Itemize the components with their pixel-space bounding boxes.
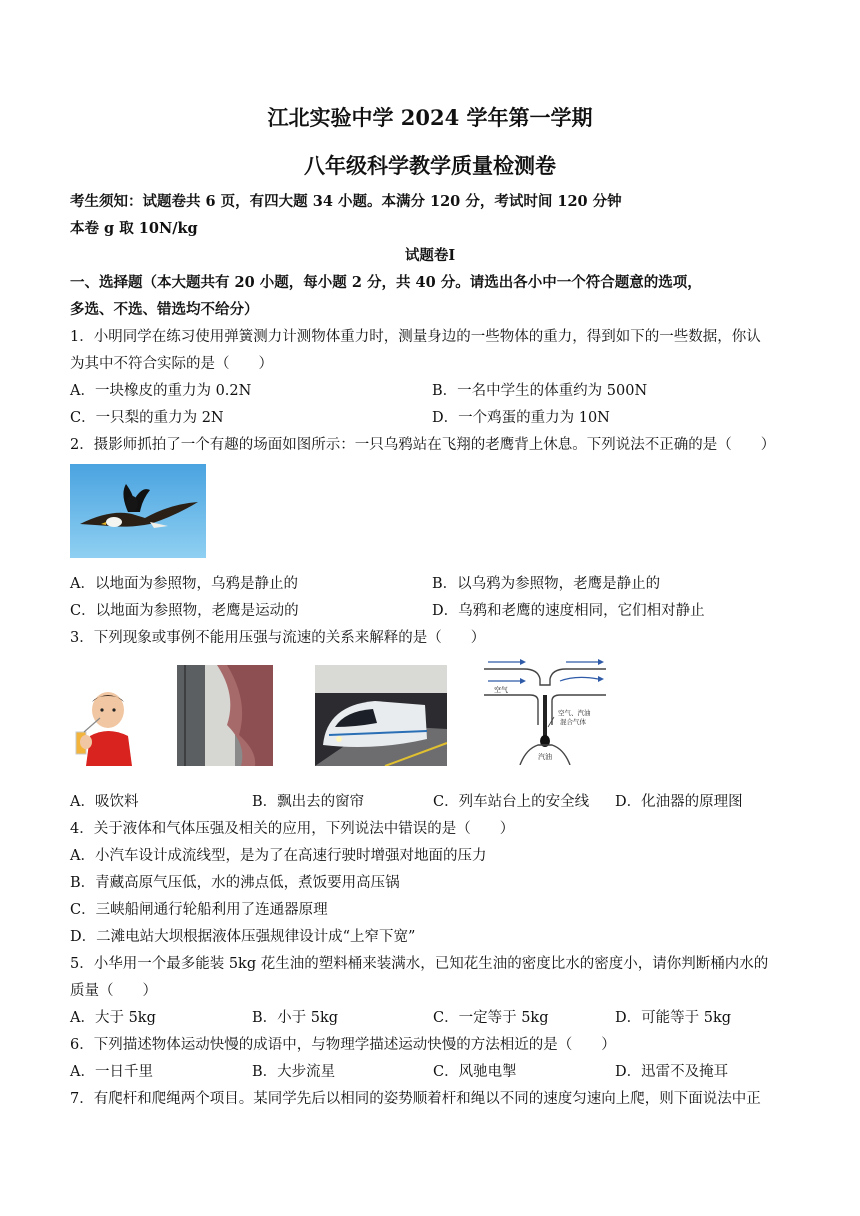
q6-option-c: C．风驰电掣 (433, 1064, 517, 1080)
exam-title: 江北实验中学 2024 学年第一学期 (267, 105, 593, 130)
q2-option-b: B．以乌鸦为参照物，老鹰是静止的 (432, 576, 661, 592)
q5-option-b: B．小于 5kg (252, 1010, 339, 1026)
q4-option-a: A．小汽车设计成流线型，是为了在高速行驶时增强对地面的压力 (70, 848, 487, 864)
train-station-photo (315, 665, 447, 766)
q5-option-c: C．一定等于 5kg (433, 1010, 549, 1026)
q1-stem: 1．小明同学在练习使用弹簧测力计测物体重力时，测量身边的一些物体的重力，得到如下的一些数据，你认 (70, 329, 761, 345)
q6-option-d: D．迅雷不及掩耳 (615, 1064, 729, 1080)
q4-option-c: C．三峡船闸通行轮船利用了连通器原理 (70, 902, 328, 918)
q1-option-a: A．一块橡皮的重力为 0.2N (70, 383, 252, 399)
q5-stem: 5．小华用一个最多能装 5kg 花生油的塑料桶来装满水，已知花生油的密度比水的密度小，请你判断桶内水的 (70, 956, 769, 972)
q3-option-d: D．化油器的原理图 (615, 794, 743, 810)
exam-notice: 考生须知：试题卷共 6 页，有四大题 34 小题。本满分 120 分，考试时间 120 分钟 (70, 193, 622, 210)
q2-option-c: C．以地面为参照物，老鹰是运动的 (70, 603, 299, 619)
q4-option-d: D．二滩电站大坝根据液体压强规律设计成“上窄下宽” (70, 929, 416, 945)
g-note: 本卷 g 取 10N/kg (70, 220, 198, 237)
q3-option-a: A．吸饮料 (70, 794, 139, 810)
diagram-label-gasoline: 汽油 (538, 753, 552, 761)
diagram-label-mix-cont: 混合气体 (560, 718, 586, 726)
q1-option-c: C．一只梨的重力为 2N (70, 410, 224, 426)
q3-stem: 3．下列现象或事例不能用压强与流速的关系来解释的是（ ） (70, 630, 486, 646)
diagram-label-air: 空气 (494, 686, 508, 694)
exam-subtitle: 八年级科学教学质量检测卷 (304, 153, 556, 178)
part1-heading-cont: 多选、不选、错选均不给分） (70, 301, 259, 318)
part1-heading: 一、选择题（本大题共有 20 小题，每小题 2 分，共 40 分。请选出各小中一个符合题意的选项， (70, 274, 702, 291)
q6-stem: 6．下列描述物体运动快慢的成语中，与物理学描述运动快慢的方法相近的是（ ） (70, 1037, 616, 1053)
q4-stem: 4．关于液体和气体压强及相关的应用，下列说法中错误的是（ ） (70, 821, 515, 837)
q1-option-d: D．一个鸡蛋的重力为 10N (432, 410, 610, 426)
curtain-photo (177, 665, 273, 766)
q1-option-b: B．一名中学生的体重约为 500N (432, 383, 648, 399)
section-title: 试题卷Ⅰ (404, 247, 456, 264)
q5-stem-cont: 质量（ ） (70, 983, 157, 999)
carburetor-diagram (480, 655, 610, 765)
eagle-crow-photo (70, 464, 206, 558)
q2-option-d: D．乌鸦和老鹰的速度相同，它们相对静止 (432, 603, 705, 619)
q5-option-a: A．大于 5kg (70, 1010, 156, 1026)
q5-option-d: D．可能等于 5kg (615, 1010, 732, 1026)
q3-option-c: C．列车站台上的安全线 (433, 794, 590, 810)
q2-option-a: A．以地面为参照物，乌鸦是静止的 (70, 576, 298, 592)
q6-option-b: B．大步流星 (252, 1064, 336, 1080)
q6-option-a: A．一日千里 (70, 1064, 153, 1080)
q2-stem: 2．摄影师抓拍了一个有趣的场面如图所示：一只乌鸦站在飞翔的老鹰背上休息。下列说法不正确的是（ ） (70, 437, 776, 453)
q4-option-b: B．青藏高原气压低，水的沸点低，煮饭要用高压锅 (70, 875, 400, 891)
q7-stem: 7．有爬杆和爬绳两个项目。某同学先后以相同的姿势顺着杆和绳以不同的速度匀速向上爬，则下面说法中正 (70, 1091, 761, 1107)
diagram-label-mix: 空气、汽油 (558, 709, 591, 717)
child-drinking-photo (70, 688, 140, 766)
q3-option-b: B．飘出去的窗帘 (252, 794, 365, 810)
q1-stem-cont: 为其中不符合实际的是（ ） (70, 356, 273, 372)
